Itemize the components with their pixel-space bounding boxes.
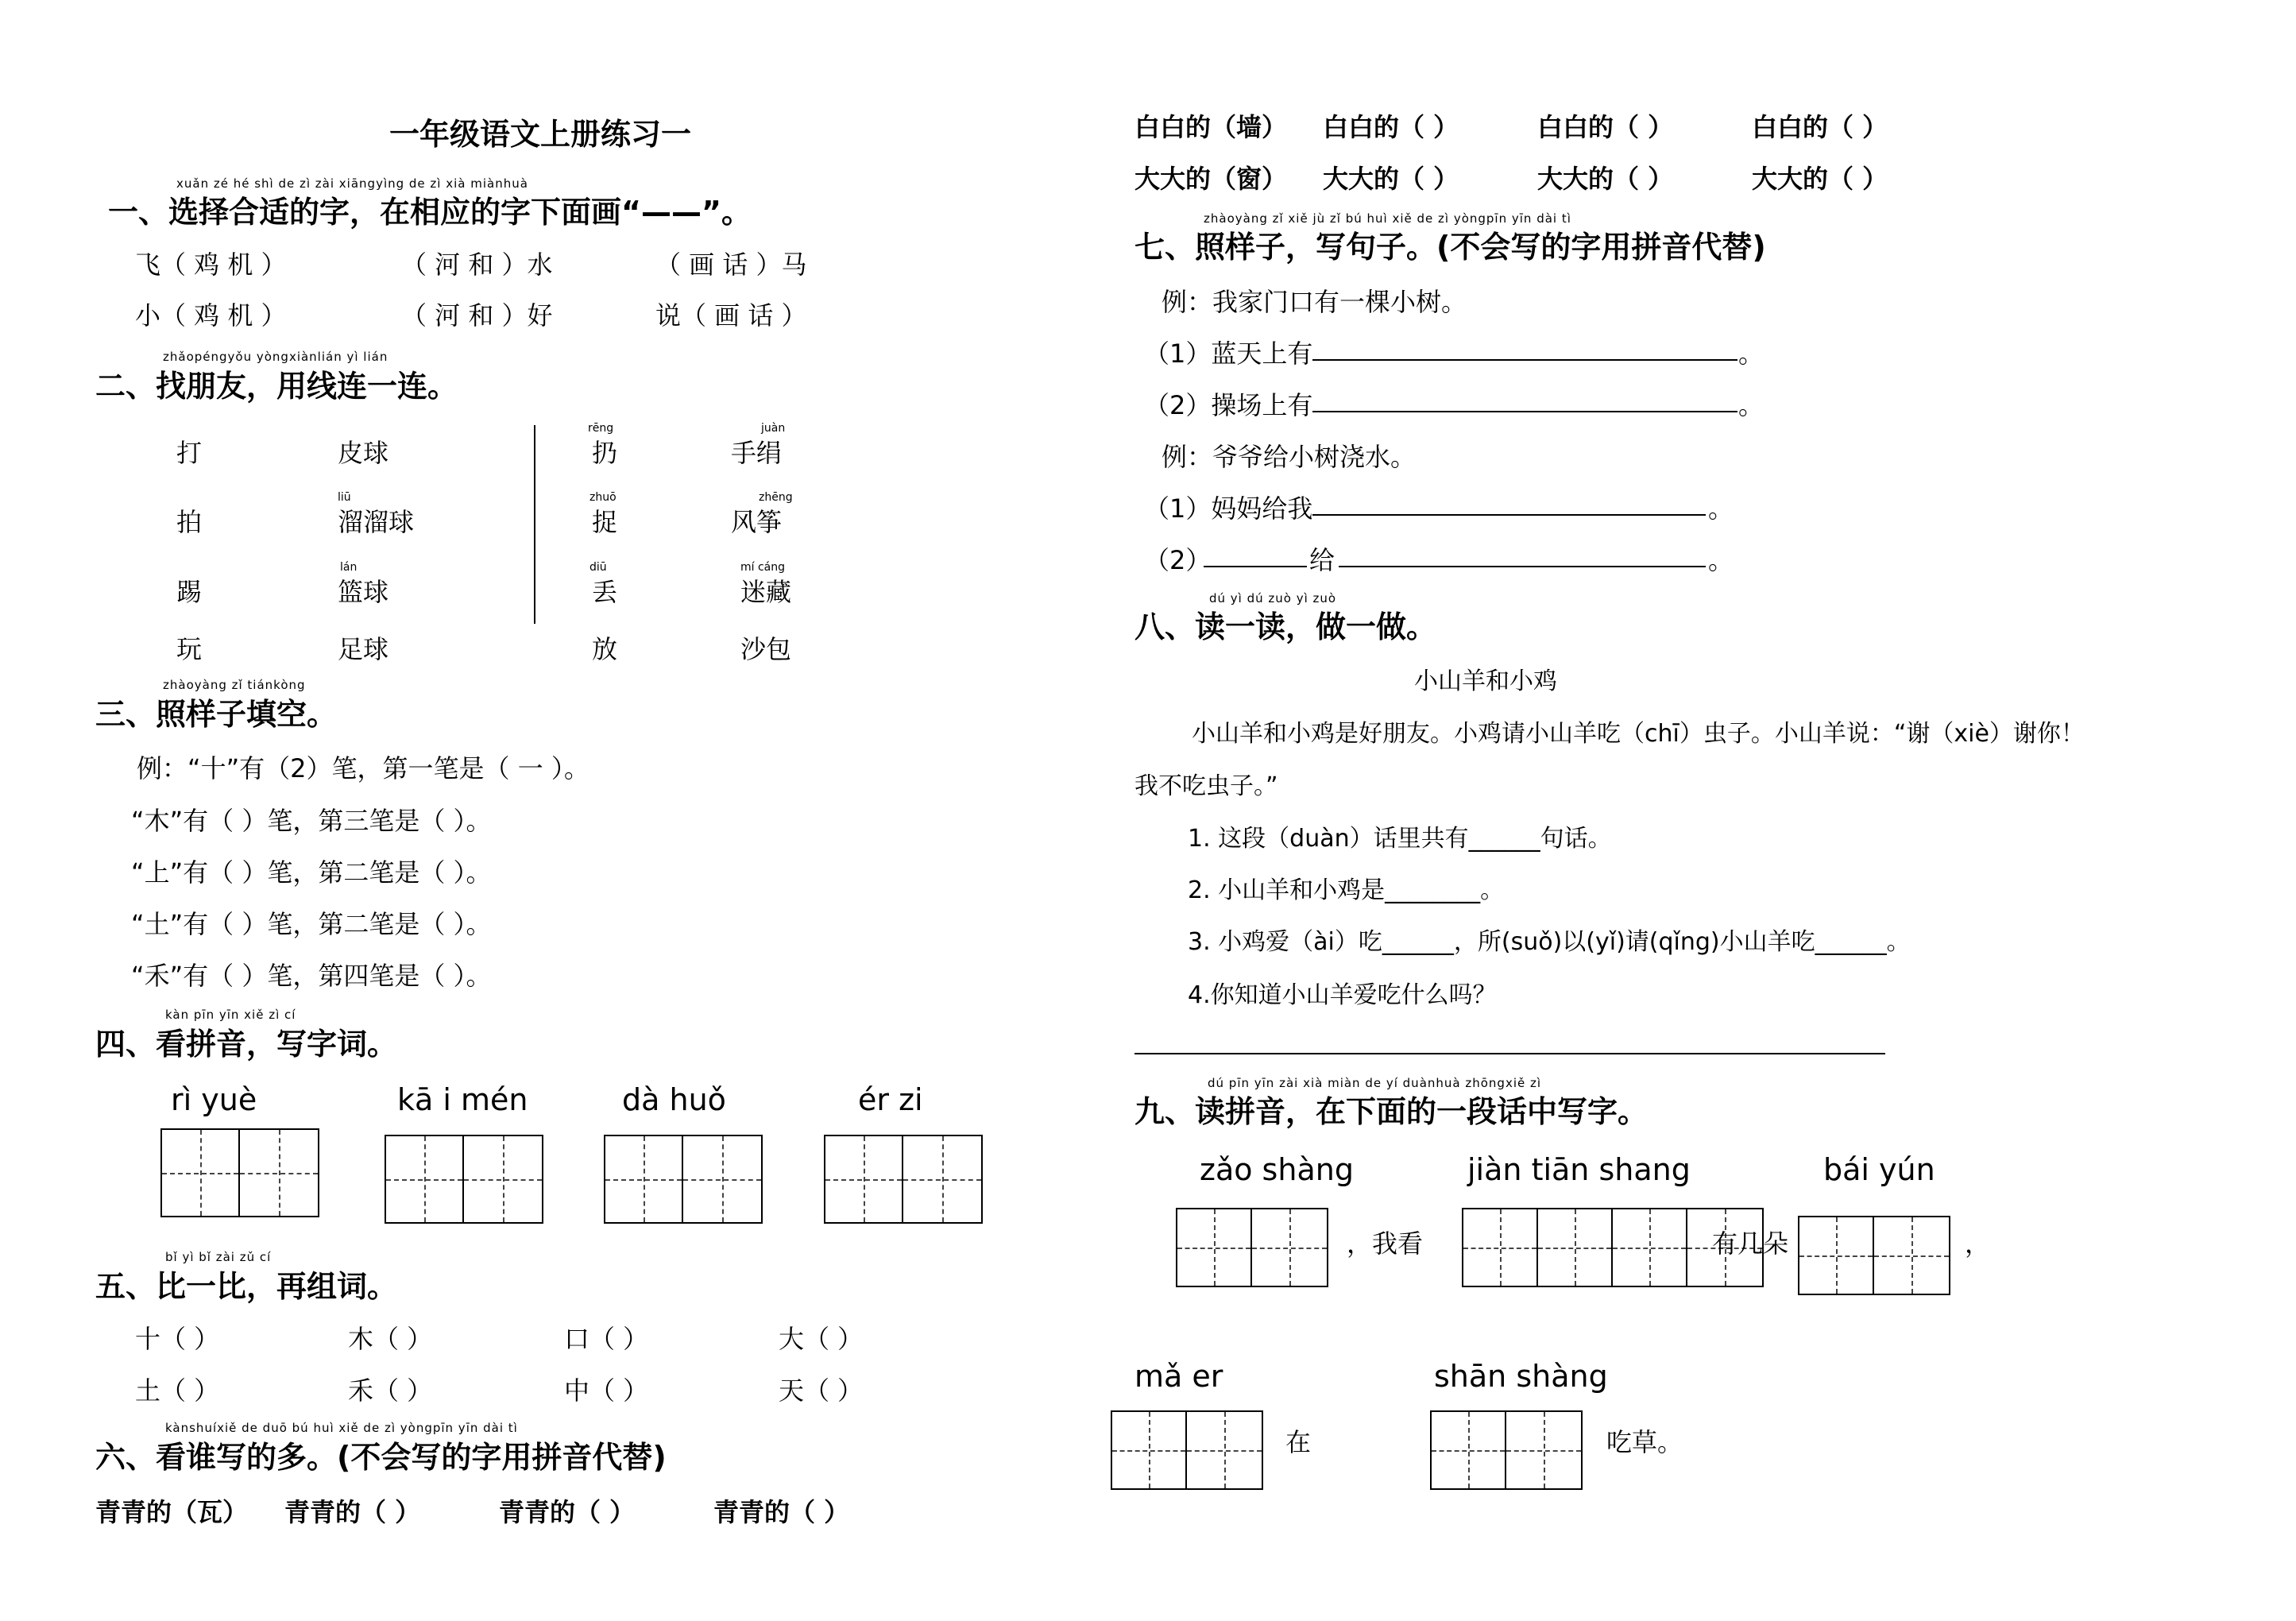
s9-py-1: zǎo shàng xyxy=(1200,1152,1354,1187)
s5-pinyin: bǐ yì bǐ zài zǔ cí xyxy=(165,1250,272,1264)
s6-pinyin: kànshuíxiě de duō bú huì xiě de zì yòngpīn yīn dài tì xyxy=(165,1421,518,1435)
s6b-r2-c2[interactable]: 大大的（ ） xyxy=(1323,164,1459,194)
s3-line-4[interactable]: “禾”有（ ）笔，第四笔是（ ）。 xyxy=(131,961,492,991)
s1-r2-c2[interactable]: （ 河 和 ）好 xyxy=(401,300,553,331)
s2-right-noun-2-pinyin: zhēng xyxy=(759,491,793,504)
s3-pinyin: zhàoyàng zǐ tiánkòng xyxy=(163,678,306,692)
s7-pinyin: zhàoyàng zǐ xiě jù zǐ bú huì xiě de zì yòngpīn yīn dài tì xyxy=(1204,211,1571,226)
s5-r1-c1[interactable]: 十（ ） xyxy=(135,1324,220,1354)
s4-grid-3[interactable] xyxy=(604,1135,763,1224)
s2-left-noun-1[interactable]: 皮球 xyxy=(338,438,389,468)
s9-py-5: shān shàng xyxy=(1434,1359,1608,1394)
s9-grid-3[interactable] xyxy=(1798,1216,1950,1295)
s1-r1-c2[interactable]: （ 河 和 ）水 xyxy=(401,250,553,280)
s9-py-2: jiàn tiān shang xyxy=(1467,1152,1691,1187)
s6b-r1-c2[interactable]: 白白的（ ） xyxy=(1323,112,1459,142)
s5-r2-c3[interactable]: 中（ ） xyxy=(564,1375,649,1406)
s6-c3[interactable]: 青青的（ ） xyxy=(499,1497,636,1527)
s4-word-4-pinyin: ér zi xyxy=(858,1082,923,1117)
s2-right-verb-4[interactable]: 放 xyxy=(592,634,618,664)
s9-grid-4[interactable] xyxy=(1111,1410,1263,1490)
s5-r2-c2[interactable]: 禾（ ） xyxy=(348,1375,433,1406)
s4-heading: 四、看拼音，写字词。 xyxy=(95,1027,398,1062)
s3-line-1[interactable]: “木”有（ ）笔，第三笔是（ ）。 xyxy=(131,806,492,836)
s2-left-verb-4[interactable]: 玩 xyxy=(176,634,203,664)
s4-grid-1[interactable] xyxy=(160,1128,319,1217)
s2-left-noun-3-pinyin: lán xyxy=(340,561,358,574)
s9-heading: 九、读拼音，在下面的一段话中写字。 xyxy=(1134,1094,1649,1129)
s1-r2-c1[interactable]: 小（ 鸡 机 ） xyxy=(135,300,287,331)
s9-grid-1[interactable] xyxy=(1176,1208,1328,1287)
s2-left-noun-2-pinyin: liū xyxy=(338,491,351,504)
s5-heading: 五、比一比，再组词。 xyxy=(95,1269,398,1304)
s7-example-2: 例：爷爷给小树浇水。 xyxy=(1162,442,1417,472)
s4-pinyin: kàn pīn yīn xiě zì cí xyxy=(165,1008,296,1022)
s6b-r2-c1: 大大的（窗） xyxy=(1134,164,1288,194)
s7-q2-answer-line[interactable] xyxy=(1312,411,1737,412)
s1-r1-c1[interactable]: 飞（ 鸡 机 ） xyxy=(135,250,287,280)
s3-line-3[interactable]: “土”有（ ）笔，第二笔是（ ）。 xyxy=(131,909,492,939)
s3-example: 例：“十”有（2）笔，第一笔是（ 一 ）。 xyxy=(137,753,589,783)
s6-c1: 青青的（瓦） xyxy=(95,1497,249,1527)
s2-right-noun-3-pinyin: mí cáng xyxy=(740,561,786,574)
s2-left-verb-1[interactable]: 打 xyxy=(176,438,203,468)
s4-word-3-pinyin: dà huǒ xyxy=(622,1082,726,1117)
s8-q4-answer-line[interactable] xyxy=(1134,1053,1885,1054)
s1-heading: 一、选择合适的字，在相应的字下面画“——”。 xyxy=(108,195,752,230)
s8-para-2: 我不吃虫子。” xyxy=(1134,772,1278,800)
s2-right-verb-3-pinyin: diū xyxy=(589,561,607,574)
s7-q3-period: 。 xyxy=(1708,493,1734,524)
s2-right-verb-1-pinyin: rēng xyxy=(588,422,614,435)
s2-right-noun-3[interactable]: 迷藏 xyxy=(740,577,792,607)
s7-q2-label: （2）操场上有 xyxy=(1144,390,1313,420)
s2-right-verb-2[interactable]: 捉 xyxy=(592,507,618,537)
s4-word-2-pinyin: kā i mén xyxy=(397,1082,528,1117)
s7-q2-period: 。 xyxy=(1738,390,1765,420)
s2-right-verb-1[interactable]: 扔 xyxy=(592,438,618,468)
s6b-r1-c4[interactable]: 白白的（ ） xyxy=(1752,112,1888,142)
s1-pinyin: xuǎn zé hé shì de zì zài xiāngyìng de zì xià miànhuà xyxy=(176,176,528,191)
s8-para-1: 小山羊和小鸡是好朋友。小鸡请小山羊吃（chī）虫子。小山羊说：“谢（xiè）谢你！ xyxy=(1192,720,2085,748)
s7-q4-mid: 给 xyxy=(1309,545,1335,575)
s7-q3-answer-line[interactable] xyxy=(1312,514,1706,516)
s9-text-2: 有几朵 xyxy=(1712,1228,1789,1259)
s7-q1-period: 。 xyxy=(1738,339,1765,369)
s8-story-title: 小山羊和小鸡 xyxy=(1414,667,1557,695)
s9-text-3: ， xyxy=(1965,1228,1991,1259)
s7-q3-label: （1）妈妈给我 xyxy=(1144,493,1313,524)
s2-right-noun-2[interactable]: 风筝 xyxy=(731,507,783,537)
s8-q3[interactable]: 3. 小鸡爱（ài）吃______，所(suǒ)以(yǐ)请(qǐng)小山羊吃______。 xyxy=(1188,928,1911,956)
s9-py-4: mǎ er xyxy=(1134,1359,1223,1394)
s6-heading: 六、看谁写的多。(不会写的字用拼音代替) xyxy=(95,1440,667,1475)
s2-right-noun-1-pinyin: juàn xyxy=(761,422,786,435)
s3-heading: 三、照样子填空。 xyxy=(95,697,338,732)
s9-text-5: 吃草。 xyxy=(1606,1427,1683,1457)
s6b-r2-c4[interactable]: 大大的（ ） xyxy=(1752,164,1888,194)
s5-r1-c4[interactable]: 大（ ） xyxy=(779,1324,864,1354)
s3-line-2[interactable]: “上”有（ ）笔，第二笔是（ ）。 xyxy=(131,857,492,888)
s7-q4-label: （2） xyxy=(1144,545,1212,575)
s8-heading: 八、读一读，做一做。 xyxy=(1134,609,1437,644)
s2-right-verb-2-pinyin: zhuō xyxy=(589,491,617,504)
s9-py-3: bái yún xyxy=(1823,1152,1935,1187)
page-title: 一年级语文上册练习一 xyxy=(389,117,692,152)
s9-pinyin: dú pīn yīn zài xià miàn de yí duànhuà zhōngxiě zì xyxy=(1208,1076,1542,1090)
s7-q1-answer-line[interactable] xyxy=(1312,359,1737,361)
s6-c4[interactable]: 青青的（ ） xyxy=(713,1497,850,1527)
s6b-r1-c1: 白白的（墙） xyxy=(1134,112,1288,142)
s7-heading: 七、照样子，写句子。(不会写的字用拼音代替) xyxy=(1134,230,1766,265)
s4-grid-4[interactable] xyxy=(824,1135,983,1224)
s2-left-noun-2[interactable]: 溜溜球 xyxy=(338,507,415,537)
s1-r2-c3[interactable]: 说（ 画 话 ） xyxy=(655,300,807,331)
s7-q4-answer-line-a[interactable] xyxy=(1204,566,1307,567)
s6-c2[interactable]: 青青的（ ） xyxy=(284,1497,421,1527)
s6b-r2-c3[interactable]: 大大的（ ） xyxy=(1537,164,1674,194)
s2-left-noun-4[interactable]: 足球 xyxy=(338,634,389,664)
s7-q4-answer-line-b[interactable] xyxy=(1339,566,1706,567)
s8-q4: 4.你知道小山羊爱吃什么吗？ xyxy=(1188,981,1497,1009)
s2-right-verb-3[interactable]: 丢 xyxy=(592,577,618,607)
s2-right-noun-4[interactable]: 沙包 xyxy=(740,634,792,664)
s4-grid-2[interactable] xyxy=(385,1135,543,1224)
s9-text-1: ，我看 xyxy=(1347,1228,1424,1259)
s6b-r1-c3[interactable]: 白白的（ ） xyxy=(1537,112,1674,142)
s2-heading: 二、找朋友，用线连一连。 xyxy=(95,369,458,404)
s2-pinyin: zhǎopéngyǒu yòngxiànlián yì lián xyxy=(163,350,388,364)
s2-right-noun-1[interactable]: 手绢 xyxy=(731,438,783,468)
s4-word-1-pinyin: rì yuè xyxy=(171,1082,257,1117)
s7-q1-label: （1）蓝天上有 xyxy=(1144,339,1313,369)
s5-r2-c4[interactable]: 天（ ） xyxy=(779,1375,864,1406)
s2-left-noun-3[interactable]: 篮球 xyxy=(338,577,389,607)
s2-left-verb-3[interactable]: 踢 xyxy=(176,577,203,607)
s2-divider xyxy=(534,425,535,624)
s8-q1[interactable]: 1. 这段（duàn）话里共有______句话。 xyxy=(1188,825,1612,853)
s8-q2[interactable]: 2. 小山羊和小鸡是________。 xyxy=(1188,876,1505,904)
s7-q4-period: 。 xyxy=(1708,545,1734,575)
s9-grid-5[interactable] xyxy=(1430,1410,1583,1490)
s1-r1-c3[interactable]: （ 画 话 ）马 xyxy=(655,250,807,280)
s9-text-4: 在 xyxy=(1285,1427,1312,1457)
s8-pinyin: dú yì dú zuò yì zuò xyxy=(1209,591,1337,605)
s5-r1-c3[interactable]: 口（ ） xyxy=(564,1324,649,1354)
s7-example-1: 例：我家门口有一棵小树。 xyxy=(1162,287,1467,317)
s2-left-verb-2[interactable]: 拍 xyxy=(176,507,203,537)
s5-r1-c2[interactable]: 木（ ） xyxy=(348,1324,433,1354)
s5-r2-c1[interactable]: 土（ ） xyxy=(135,1375,220,1406)
